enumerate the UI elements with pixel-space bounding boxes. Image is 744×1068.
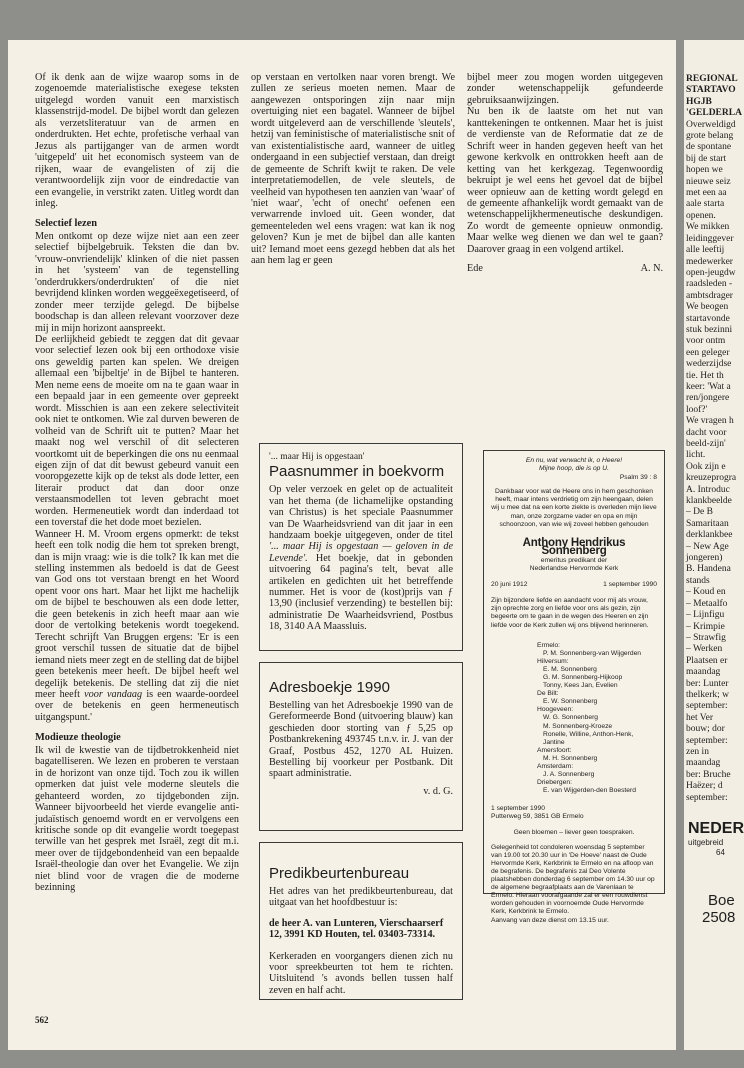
- next-page-box: [688, 820, 744, 926]
- family-name: W. G. Sonnenberg: [543, 714, 599, 722]
- adresboekje-title: Adresboekje 1990: [269, 679, 390, 696]
- family-name: E. van Wijgerden-den Boesterd: [543, 787, 636, 795]
- column1-paragraph-3: Wanneer H. M. Vroom ergens opmerkt: de tekst heeft een tolk nodig die hem tot spreken brengt, dan is mijn vraag: wie is die tolk? Ik kan met die stelling instemmen als bedoeld is dat de Geest van God ons tot verstaan brengt en het Woord opent voor ons hart. Maar het lijkt me hachelijk om de bijbel te beschouwen als een dode letter, die geen betekenis in zich heeft maar aan wie door de vertolking betekenis wordt toegekend. Terecht schrijft Van Bruggen ergens: 'Er is een groot verschil tussen de situatie dat de bijbel iemand niets meer zegt en de stelling dat de bijbel geen betekenis meer heeft. De bijbel heeft wel degelijk betekenis. De stelling dat zij die niet meer heeft voor vandaag is een waarde-oordeel over de betekenis en geen hermeneutisch uitgangspunt.': [35, 528, 239, 723]
- obituary-date-line: 1 september 1990: [491, 805, 545, 813]
- next-page-line: de spontane: [686, 142, 732, 153]
- next-page-line: loof?': [686, 404, 708, 415]
- next-page-line: grote belang: [686, 131, 734, 142]
- next-page-line: derklankbee: [686, 530, 733, 541]
- next-page-edge: [684, 40, 744, 1050]
- next-page-line: – New Age: [686, 541, 729, 552]
- next-page-line: A. Introduc: [686, 484, 730, 495]
- next-page-line: Samaritaan: [686, 518, 729, 529]
- next-page-line: – Koud en: [686, 587, 726, 598]
- family-name: J. A. Sonnenberg: [543, 771, 595, 779]
- obituary-notice: [483, 450, 665, 924]
- next-page-line: keer: 'Wat a: [686, 381, 731, 392]
- obituary-family: [491, 642, 657, 796]
- next-page-line: 'GELDERLA: [686, 108, 742, 119]
- family-place: Hilversum:: [537, 657, 569, 665]
- column3-text-2: Nu ben ik de laatste om het nut van kanttekeningen te ontkennen. Maar het is juist de verdienste van de Reformatie dat ze de Schrift weer in handen gegeven heeft van het gewone kerkvolk en onttrokken heeft aan de ketting van het kerkgezag. Tegenwoordig bekruipt je wel eens het gevoel dat de bijbel weer opnieuw aan de ketting wordt gelegd en de gemeente afhankelijk wordt gemaakt van de wetenschappelijkhermeneutische deskundigen. Zo wordt de gemeente opnieuw onmondig. Maar welke weg dienen we dan wel te gaan? Daarover graag in een volgend artikel.: [467, 106, 663, 255]
- next-page-line: – Strawfig: [686, 632, 726, 643]
- next-page-line: HGJB: [686, 96, 712, 107]
- family-place: Driebergen:: [537, 779, 572, 787]
- next-page-line: ambtsdrager: [686, 290, 733, 301]
- obituary-flowers: Geen bloemen – liever geen toespraken.: [513, 828, 635, 836]
- next-page-line: Haëzer; d: [686, 781, 723, 792]
- next-page-line: We vragen h: [686, 416, 734, 427]
- next-page-line: alle leeftij: [686, 245, 725, 256]
- column3-text: bijbel meer zou mogen worden uitgegeven zonder wetenschappelijk gefundeerde gebruiksaanwijzingen.: [467, 72, 663, 106]
- family-name: Jantine: [543, 738, 565, 746]
- next-page-line: licht.: [686, 450, 706, 461]
- column1-intro: Of ik denk aan de wijze waarop soms in de zogenoemde materialistische exegese teksten uitgelegd worden vanuit een marxistisch klassenstrijd-model. De bijbel wordt dan gelezen als verzetsliteratuur van de armen en onderdrukten. Het echte, profetische verhaal van Jezus als partijganger van de armen wordt 'uitgepeld' uit het economisch systeem van de rijken, waar de evangelisten of zij die verantwoordelijk zijn voor de eindredactie van een evangelie, in verstrikt zaten. Uitleg wordt dan inleg.: [35, 72, 239, 209]
- column-3: [467, 72, 663, 275]
- next-page-line: nieuwe seiz: [686, 176, 731, 187]
- family-name: E. W. Sonnenberg: [543, 698, 598, 706]
- next-page-line: aale starta: [686, 199, 725, 210]
- column-2: [251, 72, 455, 267]
- family-place: De Bilt:: [537, 690, 559, 698]
- box-paasnummer: [259, 443, 463, 651]
- family-name: E. M. Sonnenberg: [543, 665, 597, 673]
- next-page-line: medewerker: [686, 256, 733, 267]
- next-page-line: stuk bezinni: [686, 324, 733, 335]
- next-page-line: – Metaalfo: [686, 598, 728, 609]
- heading-modieuze-theologie: Modieuze theologie: [35, 732, 121, 744]
- next-page-line: maandag: [686, 667, 721, 678]
- obituary-dates: [491, 581, 657, 589]
- family-name: Ronelle, Willine, Anthon-Henk,: [543, 730, 634, 738]
- paasnummer-text: Op veler verzoek en gelet op de actualiteit van het thema (de lichamelijke opstanding van Christus) is het speciale Paasnummer van De Waarheidsvriend van dit jaar in een handzaam boekje uitgegeven, onder de titel '... maar Hij is opgestaan — geloven in de Levende'. Het boekje, dat in gebonden uitvoering 64 pagina's telt, bevat alle artikelen en gedichten uit het betreffende nummer. Het is voor de (kost)prijs van ƒ 13,90 (inclusief verzending) te bestellen bij: administratie De Waarheidsvriend, Postbus 18, 3140 AA Maassluis.: [269, 484, 453, 633]
- family-name: P. M. Sonnenberg-van Wijgerden: [543, 649, 642, 657]
- next-page-line: Plaatsen er: [686, 655, 728, 666]
- family-place: Amersfoort:: [537, 746, 572, 754]
- next-page-box-line: uitgebreid: [688, 838, 724, 847]
- family-name: M. H. Sonnenberg: [543, 754, 598, 762]
- box-adresboekje: [259, 662, 463, 831]
- next-page-line: B. Handena: [686, 564, 731, 575]
- predikbeurten-title: Predikbeurtenbureau: [269, 865, 410, 882]
- box-predikbeurtenbureau: [259, 842, 463, 1000]
- column1-paragraph-4: Ik wil de kwestie van de tijdbetrokkenheid niet bagatelliseren. We lezen en proberen te verstaan in de horizont van onze tijd. Toch zou ik willen opmerken dat juist vele moderne sleutels die gehanteerd worden, zo tijdgebonden zijn. Wanneer bijvoorbeeld het vierde evangelie anti-judaïstisch genoemd wordt en er vervolgens een kritische sonde op dit evangelie wordt toegepast terwille van het gesprek met Israël, zegt dit m.i. meer over de tijdgebondenheid van een bepaalde Israël-theologie dan over het Evangelie. We zijn niet blind voor de vragen die de moderne bezinning: [35, 744, 239, 894]
- obituary-role-1: emeritus predikant der: [540, 556, 608, 564]
- predikbeurten-text-2: Kerkeraden en voorgangers dienen zich nu voor spreekbeurten tot hem te richten. Uitsluitend 's avonds bellen tussen half zeven en half acht.: [269, 950, 453, 996]
- next-page-line: september:: [686, 792, 728, 803]
- next-page-box-bottom-1: Boe: [708, 892, 735, 909]
- family-place: Ermelo:: [537, 641, 561, 649]
- next-page-line: STARTAVO: [686, 85, 736, 96]
- next-page-line: september:: [686, 701, 728, 712]
- obituary-role-2: Nederlandse Hervormde Kerk: [529, 565, 619, 573]
- next-page-line: We beogen: [686, 302, 729, 313]
- family-place: Hoogeveen:: [537, 706, 574, 714]
- family-name: M. Sonnenberg-Kroeze: [543, 722, 613, 730]
- next-page-line: een geleger: [686, 347, 730, 358]
- next-page-line: stands: [686, 575, 710, 586]
- adresboekje-signature: v. d. G.: [423, 785, 453, 797]
- next-page-line: hopen we: [686, 165, 723, 176]
- next-page-line: open-jeugdw: [686, 267, 736, 278]
- next-page-line: thelkerk; w: [686, 689, 730, 700]
- next-page-line: ber: Lunter: [686, 678, 729, 689]
- obituary-details: Gelegenheid tot condoleren woensdag 5 september van 19.00 tot 20.30 uur in 'De Hoeve' naast de Oude Hervormde Kerk, Kerkbrink te Ermelo en na afloop van de begrafenis. De begrafenis zal Deo Volente plaatshebben donderdag 6 september om 14.30 uur op de algemene begraafplaats aan de Varenlaan te Ermelo. Hieraan voorafgaande zal er een rouwdienst worden gehouden in voornoemde Oude Hervormde Kerk, Kerkbrink te Ermelo.: [491, 843, 655, 916]
- next-page-line: REGIONAL: [686, 74, 738, 84]
- article-signature: [467, 263, 663, 274]
- family-place: Amsterdam:: [537, 763, 574, 770]
- next-page-line: jongeren): [686, 553, 723, 564]
- obituary-verse-1: En nu, wat verwacht ik, o Heere!: [525, 457, 623, 464]
- next-page-line: ber: Bruche: [686, 769, 731, 780]
- next-page-line: – Krimpie: [686, 621, 725, 632]
- next-page-line: ren/jongere: [686, 393, 730, 404]
- next-page-line: kreuzeprogra: [686, 473, 737, 484]
- predikbeurten-address: de heer A. van Lunteren, Vierschaarserf 12, 3991 KD Houten, tel. 03403-73314.: [269, 917, 444, 941]
- next-page-line: leidinggever: [686, 233, 734, 244]
- next-page-line: raadsleden -: [686, 279, 733, 290]
- next-page-line: bij de start: [686, 153, 727, 164]
- next-page-line: klankbeelde: [686, 496, 732, 507]
- paasnummer-title: Paasnummer in boekvorm: [269, 463, 445, 481]
- next-page-box-line: 64: [716, 848, 725, 857]
- signature-place: Ede: [467, 263, 483, 275]
- next-page-line: beeld-zijn': [686, 439, 726, 449]
- obituary-verse-2: Mijne hoop, die is op U.: [539, 465, 609, 473]
- next-page-line: – Werken: [686, 644, 723, 655]
- next-page-line: maandag: [686, 758, 721, 769]
- next-page-line: Overweldigd: [686, 119, 736, 130]
- next-page-box-bottom-2: 2508: [702, 909, 736, 926]
- page-number: 562: [35, 1015, 49, 1025]
- next-page-line: dacht voor: [686, 427, 727, 438]
- obituary-address: Putterweg 59, 3851 GB Ermelo: [491, 813, 584, 821]
- next-page-line: – De B: [686, 507, 713, 518]
- obituary-name: Anthony Hendrikus Sonnenberg: [522, 536, 626, 557]
- next-page-box-title: NEDER: [688, 820, 744, 837]
- next-page-line: het Ver: [686, 712, 713, 723]
- obituary-died: 1 september 1990: [603, 581, 657, 589]
- next-page-line: bouw; dor: [686, 724, 725, 735]
- heading-selectief-lezen: Selectief lezen: [35, 218, 98, 230]
- paasnummer-kicker: '... maar Hij is opgestaan': [269, 452, 365, 462]
- next-page-line: – Lijnfigu: [686, 610, 725, 621]
- next-page-line: startavonde: [686, 313, 730, 324]
- next-page-line: met een aa: [686, 188, 727, 199]
- obituary-intro: Dankbaar voor wat de Heere ons in hem geschonken heeft, maar intens verdrietig om zijn heengaan, delen wij u mee dat na een korte ziekte is overleden mijn lieve man, onze zorgzame vader en opa en mijn schoonzoon, van wie wij zoveel hebben gehouden: [491, 488, 657, 528]
- family-name: Tonny, Kees Jan, Evelien: [543, 682, 618, 690]
- next-page-line: voor ontm: [686, 336, 726, 347]
- next-page-line: We mikken: [686, 222, 730, 233]
- magazine-page: [8, 40, 676, 1050]
- predikbeurten-text-1: Het adres van het predikbeurtenbureau, dat uitgaat van het hoofdbestuur is:: [269, 886, 453, 909]
- obituary-verse-ref: Psalm 39 : 8: [619, 474, 657, 482]
- family-name: G. M. Sonnenberg-Hijkoop: [543, 673, 623, 681]
- column2-text: op verstaan en vertolken naar voren brengt. We zullen ze serieus moeten nemen. Maar de aangewezen ontsporingen zijn naar mijn overtuiging niet een bagatel. Wanneer de bijbel wordt uitgeleverd aan de verschillende 'sleutels', hetzij van feministische of materialistische snit of van existentialistische aard, wanneer de uitleg ondergaand in een subjectief verstaan, dan dreigt de gemeente de Schrift kwijt te raken. De vele interpretatiemodellen, de vele sleutels, de veelheid van hypothesen ten aanzien van 'waar' of 'niet waar', 'echt of onecht' oefenen een verwarrende invloed uit. Geen wonder, dat gemeenteleden wel eens vragen: wat kan ik nog geloven? Kun je met de bijbel dan alle kanten uit? Iemand moet eens gezegd hebben dat als het aan hem lag er geen: [251, 72, 455, 267]
- next-page-line: tie. Het th: [686, 370, 724, 381]
- next-page-line: wederzijdse: [686, 359, 732, 370]
- next-page-column: [684, 74, 744, 804]
- obituary-text: Zijn bijzondere liefde en aandacht voor mij als vrouw, zijn oprechte zorg en liefde voor ons als gezin, zijn begeerte om te gaan in de wegen des Heeren en zijn liefde voor de Kerk zullen wij ons blijvend herinneren.: [491, 597, 649, 629]
- obituary-born: 20 juni 1912: [491, 581, 528, 589]
- obituary-service: Aanvang van deze dienst om 13.15 uur.: [491, 916, 609, 924]
- next-page-line: Ook zijn e: [686, 461, 726, 472]
- next-page-line: september:: [686, 735, 728, 746]
- next-page-line: openen.: [686, 210, 716, 221]
- column1-paragraph-1: Men ontkomt op deze wijze niet aan een zeer selectief bijbelgebruik. Teksten die dan bv. 'vrouw-onvriendelijk' klinken of die niet passen in het 'systeem' van de tegenstelling 'onderdrukkers/onderdrukten' of die niet bevrijdend klinken worden weggeëxegetiseerd, of zonder meer terzijde gelegd. De bijbelse boodschap is dan alleen relevant voorzover deze mij in mijn horizont aanspreekt.: [35, 230, 239, 334]
- next-page-line: zen in: [686, 746, 709, 757]
- adresboekje-text: Bestelling van het Adresboekje 1990 van de Gereformeerde Bond (uitvoering blauw) kan geschieden door storting van ƒ 5,25 op Postbankrekening 493745 t.n.v. ir. J. van der Graaf, Postbus 452, 1270 AL Huizen. Bestelling bij voorkeur per Postbank. Dit spaart administratie.: [269, 700, 453, 780]
- column1-paragraph-2: De eerlijkheid gebiedt te zeggen dat dit gevaar voor selectief lezen ook bij een orthodoxe visie ons geweldig parten kan spelen. We dreigen allemaal een 'bijbeltje' in de Bijbel te hanteren. Men neme eens de moeite om na te gaan waar in een bepaald jaar in een gemeente over gepreekt wordt. Misschien is aan een zekere selectiviteit ook niet te ontkomen. Wie zal durven beweren de volheid van de Schrift uit te putten? Maar het maakt nog wel verschil of dit selecteren voortkomt uit de beperkingen die ons nu eenmaal eigen zijn of dat dit bewust gebeurd vanuit een vooropgezette kijk op de tekst als dode letter, een literair product dat dan door onze verstaansmodellen tot leven gebracht moet worden. Hermeneutiek wordt dan inderdaad tot een toverstaf die het dode moet bezielen.: [35, 333, 239, 529]
- signature-initials: A. N.: [640, 263, 663, 275]
- column-1: [35, 72, 239, 894]
